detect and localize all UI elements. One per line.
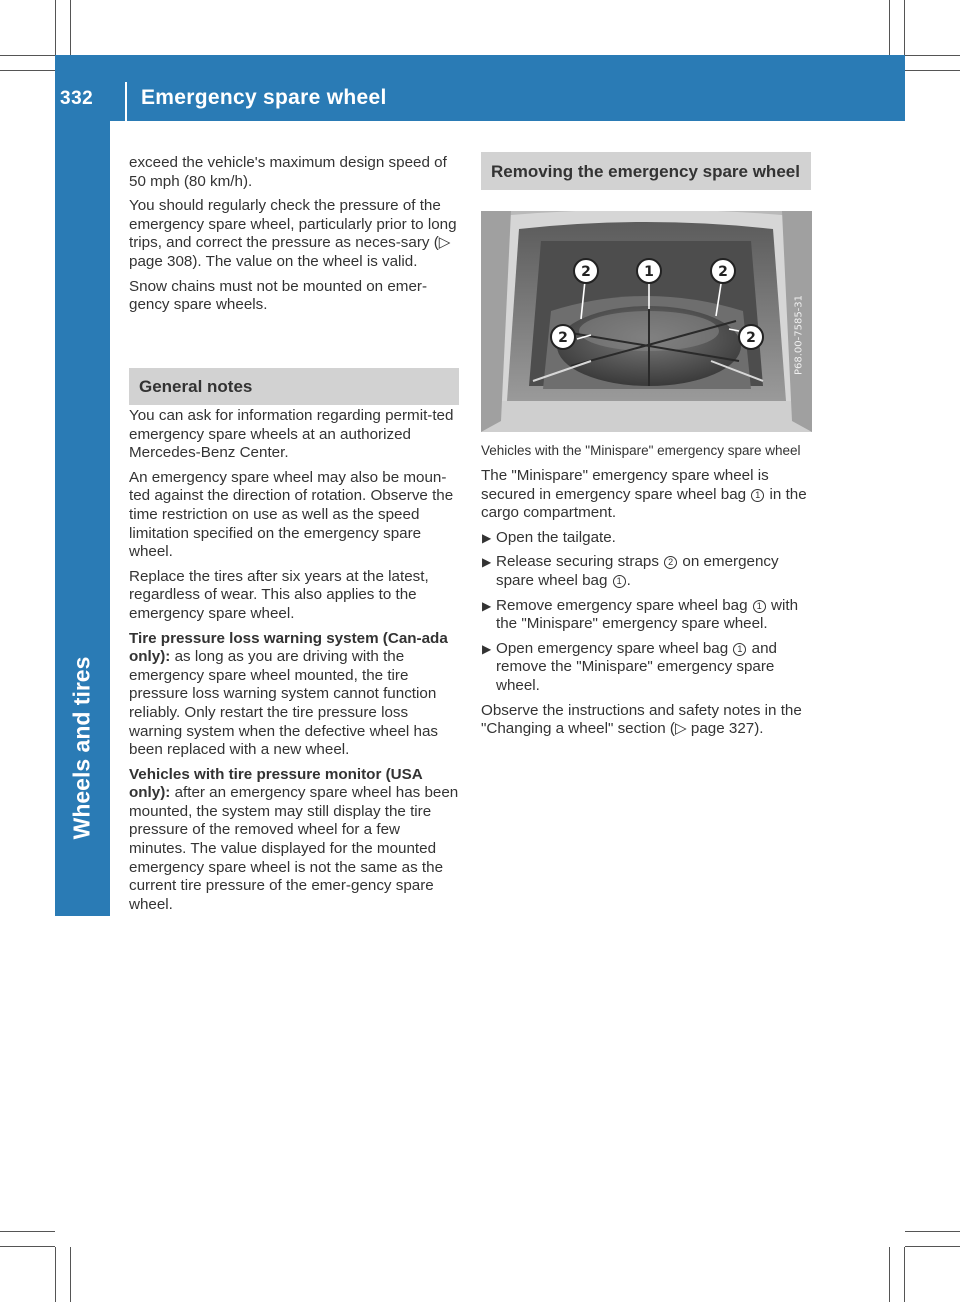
arrow-icon: ▶ (482, 598, 492, 613)
paragraph: The "Minispare" emergency spare wheel is secured in emergency spare wheel bag 1 in the cargo compartment. (481, 467, 807, 522)
crop-mark (55, 0, 56, 55)
ref-marker: 1 (751, 489, 764, 502)
page-title: Emergency spare wheel (141, 86, 387, 109)
paragraph: Observe the instructions and safety notes in the "Changing a wheel" section (▷ page 327). (481, 701, 802, 738)
crop-mark (905, 70, 960, 71)
crop-mark (905, 1246, 960, 1247)
section-heading-removing: Removing the emergency spare wheel (481, 152, 811, 190)
step: ▶ Release securing straps 2 on emergency spare wheel bag 1 . (482, 553, 779, 589)
crop-mark (904, 0, 905, 55)
crop-mark (0, 1246, 55, 1247)
callout-2: 2 (581, 264, 591, 280)
crop-mark (889, 0, 890, 55)
paragraph: You can ask for information regarding permit-ted emergency spare wheels at an authorized Mercedes-Benz Center. (129, 407, 454, 462)
left-column-intro (129, 154, 459, 321)
paragraph: exceed the vehicle's maximum design speed of 50 mph (80 km/h). (129, 154, 447, 190)
callout-2: 2 (718, 264, 728, 280)
ref-marker: 1 (733, 643, 746, 656)
image-code: P68.00-7585-31 (793, 294, 805, 376)
paragraph: You should regularly check the pressure of the emergency spare wheel, particularly prior to long trips, and correct the pressure as neces-sary (▷ page 308). The value on the wheel is valid. (129, 197, 457, 270)
general-notes-body (129, 407, 459, 920)
crop-mark (904, 1247, 905, 1302)
paragraph: An emergency spare wheel may also be moun-ted against the direction of rotation. Observe the time restriction on use as well as the speed limitation specified on the emergency spare wheel. (129, 468, 454, 561)
bold-lead: Vehicles with tire pressure monitor (USA only): (129, 765, 423, 802)
section-heading-general-notes: General notes (129, 368, 459, 405)
ref-marker: 1 (753, 600, 766, 613)
ref-marker: 1 (613, 575, 626, 588)
crop-mark (905, 55, 960, 56)
chapter-label: Wheels and tires (68, 656, 95, 840)
crop-mark (905, 1231, 960, 1232)
step: ▶ Remove emergency spare wheel bag 1 with the "Minispare" emergency spare wheel. (482, 596, 799, 633)
bold-lead: Tire pressure loss warning system (Can-ada only): (129, 629, 448, 666)
callout-2: 2 (746, 330, 756, 346)
crop-mark (0, 1231, 55, 1232)
paragraph: Replace the tires after six years at the latest, regardless of wear. This also applies to the emergency spare wheel. (129, 567, 429, 622)
crop-mark (70, 1247, 71, 1302)
crop-mark (889, 1247, 890, 1302)
arrow-icon: ▶ (482, 641, 492, 656)
paragraph (129, 766, 459, 915)
step: ▶ Open emergency spare wheel bag 1 and remove the "Minispare" emergency spare wheel. (482, 639, 777, 694)
removing-body (481, 443, 811, 745)
ref-marker: 2 (664, 556, 677, 569)
page-number: 332 (60, 88, 94, 109)
step: ▶ Open the tailgate. (482, 528, 616, 546)
header-divider (125, 82, 127, 121)
paragraph (129, 630, 459, 760)
crop-mark (0, 70, 55, 71)
callout-1: 1 (644, 264, 654, 280)
arrow-icon: ▶ (482, 555, 492, 570)
cargo-compartment-photo (481, 211, 812, 432)
paragraph-text: as long as you are driving with the emergency spare wheel mounted, the tire pressure loss warning system cannot function reliably. Only restart the tire pressure loss warning system when the defective wheel has been replaced with a new wheel. (129, 648, 438, 759)
crop-mark (70, 0, 71, 55)
crop-mark (55, 1247, 56, 1302)
arrow-icon: ▶ (482, 530, 492, 545)
paragraph-text: after an emergency spare wheel has been mounted, the system may still display the tire pressure of the removed wheel for a few minutes. The value displayed for the mounted emergency spare wheel is not the same as the current tire pressure of the emer-gency spare wheel. (129, 784, 459, 913)
crop-mark (0, 55, 55, 56)
paragraph: Snow chains must not be mounted on emer-gency spare wheels. (129, 277, 428, 314)
callout-2: 2 (558, 330, 568, 346)
image-caption: Vehicles with the "Minispare" emergency spare wheel (481, 443, 801, 458)
